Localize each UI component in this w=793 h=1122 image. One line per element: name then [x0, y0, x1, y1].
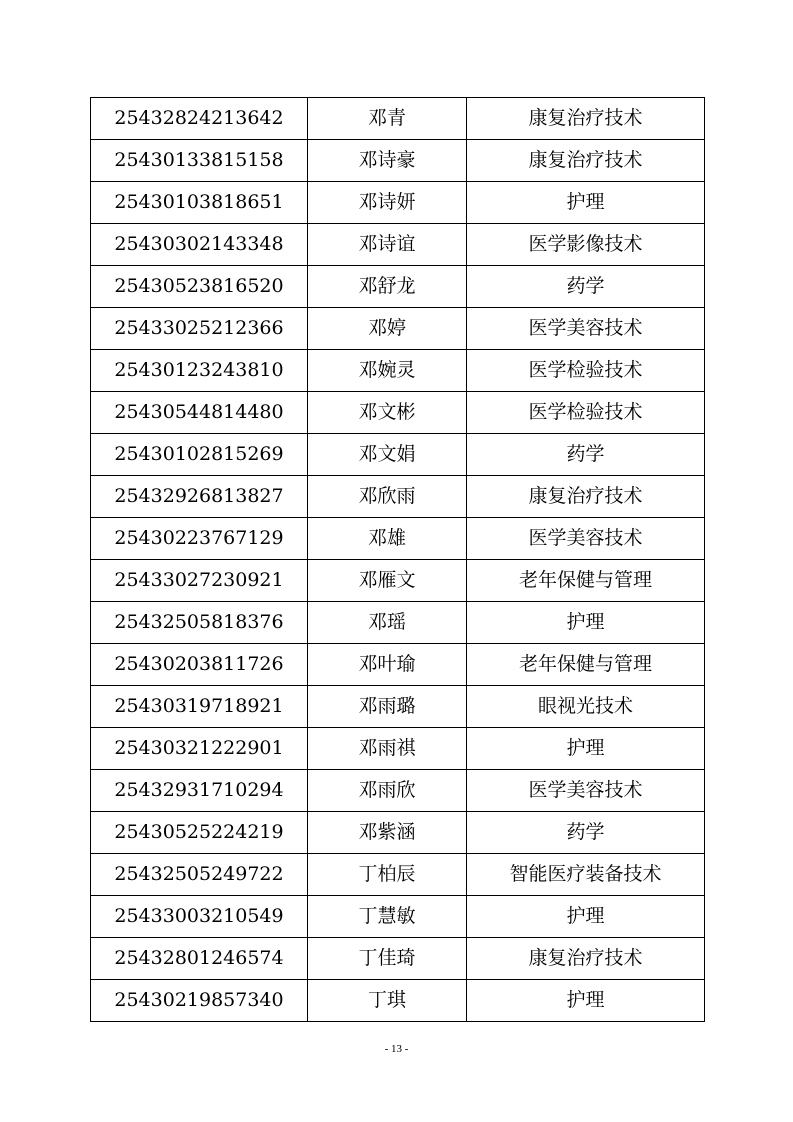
student-name-cell: 邓诗豪: [308, 140, 467, 182]
student-name-cell: 邓欣雨: [308, 476, 467, 518]
student-name-cell: 丁佳琦: [308, 938, 467, 980]
student-id-cell: 25432505818376: [91, 602, 308, 644]
student-name-cell: 邓雨璐: [308, 686, 467, 728]
major-cell: 康复治疗技术: [467, 140, 705, 182]
major-cell: 康复治疗技术: [467, 476, 705, 518]
student-name-cell: 邓文彬: [308, 392, 467, 434]
student-id-cell: 25430219857340: [91, 980, 308, 1022]
table-row: [91, 350, 705, 392]
student-id-cell: 25430102815269: [91, 434, 308, 476]
student-id-cell: 25430544814480: [91, 392, 308, 434]
student-name-cell: 邓雄: [308, 518, 467, 560]
student-id-cell: 25430525224219: [91, 812, 308, 854]
major-cell: 医学检验技术: [467, 350, 705, 392]
student-name-cell: 邓雨祺: [308, 728, 467, 770]
major-cell: 护理: [467, 980, 705, 1022]
student-id-cell: 25433025212366: [91, 308, 308, 350]
table-row: [91, 98, 705, 140]
student-name-cell: 邓紫涵: [308, 812, 467, 854]
student-id-cell: 25430302143348: [91, 224, 308, 266]
student-name-cell: 邓婉灵: [308, 350, 467, 392]
table-row: [91, 854, 705, 896]
student-name-cell: 邓雁文: [308, 560, 467, 602]
student-id-cell: 25430319718921: [91, 686, 308, 728]
student-id-cell: 25430103818651: [91, 182, 308, 224]
student-id-cell: 25432824213642: [91, 98, 308, 140]
student-id-cell: 25430203811726: [91, 644, 308, 686]
student-id-cell: 25430223767129: [91, 518, 308, 560]
table-row: [91, 812, 705, 854]
table-row: [91, 980, 705, 1022]
major-cell: 护理: [467, 182, 705, 224]
major-cell: 医学影像技术: [467, 224, 705, 266]
major-cell: 护理: [467, 728, 705, 770]
major-cell: 老年保健与管理: [467, 560, 705, 602]
roster-table-body: [91, 98, 705, 1022]
student-id-cell: 25432926813827: [91, 476, 308, 518]
major-cell: 眼视光技术: [467, 686, 705, 728]
student-id-cell: 25430523816520: [91, 266, 308, 308]
table-row: [91, 770, 705, 812]
table-row: [91, 308, 705, 350]
major-cell: 医学美容技术: [467, 518, 705, 560]
page-number: - 13 -: [384, 1043, 409, 1055]
table-row: [91, 140, 705, 182]
student-name-cell: 邓叶瑜: [308, 644, 467, 686]
table-row: [91, 392, 705, 434]
student-id-cell: 25432801246574: [91, 938, 308, 980]
major-cell: 护理: [467, 602, 705, 644]
student-id-cell: 25430123243810: [91, 350, 308, 392]
student-id-cell: 25432931710294: [91, 770, 308, 812]
major-cell: 药学: [467, 434, 705, 476]
major-cell: 智能医疗装备技术: [467, 854, 705, 896]
student-name-cell: 丁慧敏: [308, 896, 467, 938]
table-row: [91, 728, 705, 770]
student-id-cell: 25433003210549: [91, 896, 308, 938]
table-row: [91, 224, 705, 266]
student-name-cell: 邓诗妍: [308, 182, 467, 224]
table-row: [91, 686, 705, 728]
major-cell: 康复治疗技术: [467, 938, 705, 980]
major-cell: 老年保健与管理: [467, 644, 705, 686]
table-row: [91, 434, 705, 476]
major-cell: 康复治疗技术: [467, 98, 705, 140]
table-row: [91, 182, 705, 224]
table-row: [91, 896, 705, 938]
table-row: [91, 518, 705, 560]
student-name-cell: 邓文娟: [308, 434, 467, 476]
student-id-cell: 25430321222901: [91, 728, 308, 770]
student-name-cell: 邓雨欣: [308, 770, 467, 812]
table-row: [91, 476, 705, 518]
major-cell: 护理: [467, 896, 705, 938]
student-name-cell: 邓舒龙: [308, 266, 467, 308]
student-name-cell: 丁柏辰: [308, 854, 467, 896]
major-cell: 药学: [467, 812, 705, 854]
student-id-cell: 25432505249722: [91, 854, 308, 896]
major-cell: 医学美容技术: [467, 308, 705, 350]
major-cell: 药学: [467, 266, 705, 308]
student-name-cell: 丁琪: [308, 980, 467, 1022]
student-name-cell: 邓诗谊: [308, 224, 467, 266]
table-row: [91, 938, 705, 980]
table-row: [91, 602, 705, 644]
major-cell: 医学检验技术: [467, 392, 705, 434]
table-row: [91, 644, 705, 686]
table-row: [91, 560, 705, 602]
table-row: [91, 266, 705, 308]
student-name-cell: 邓青: [308, 98, 467, 140]
student-id-cell: 25430133815158: [91, 140, 308, 182]
student-name-cell: 邓瑶: [308, 602, 467, 644]
student-name-cell: 邓婷: [308, 308, 467, 350]
student-roster-table: [90, 97, 705, 1022]
student-id-cell: 25433027230921: [91, 560, 308, 602]
major-cell: 医学美容技术: [467, 770, 705, 812]
